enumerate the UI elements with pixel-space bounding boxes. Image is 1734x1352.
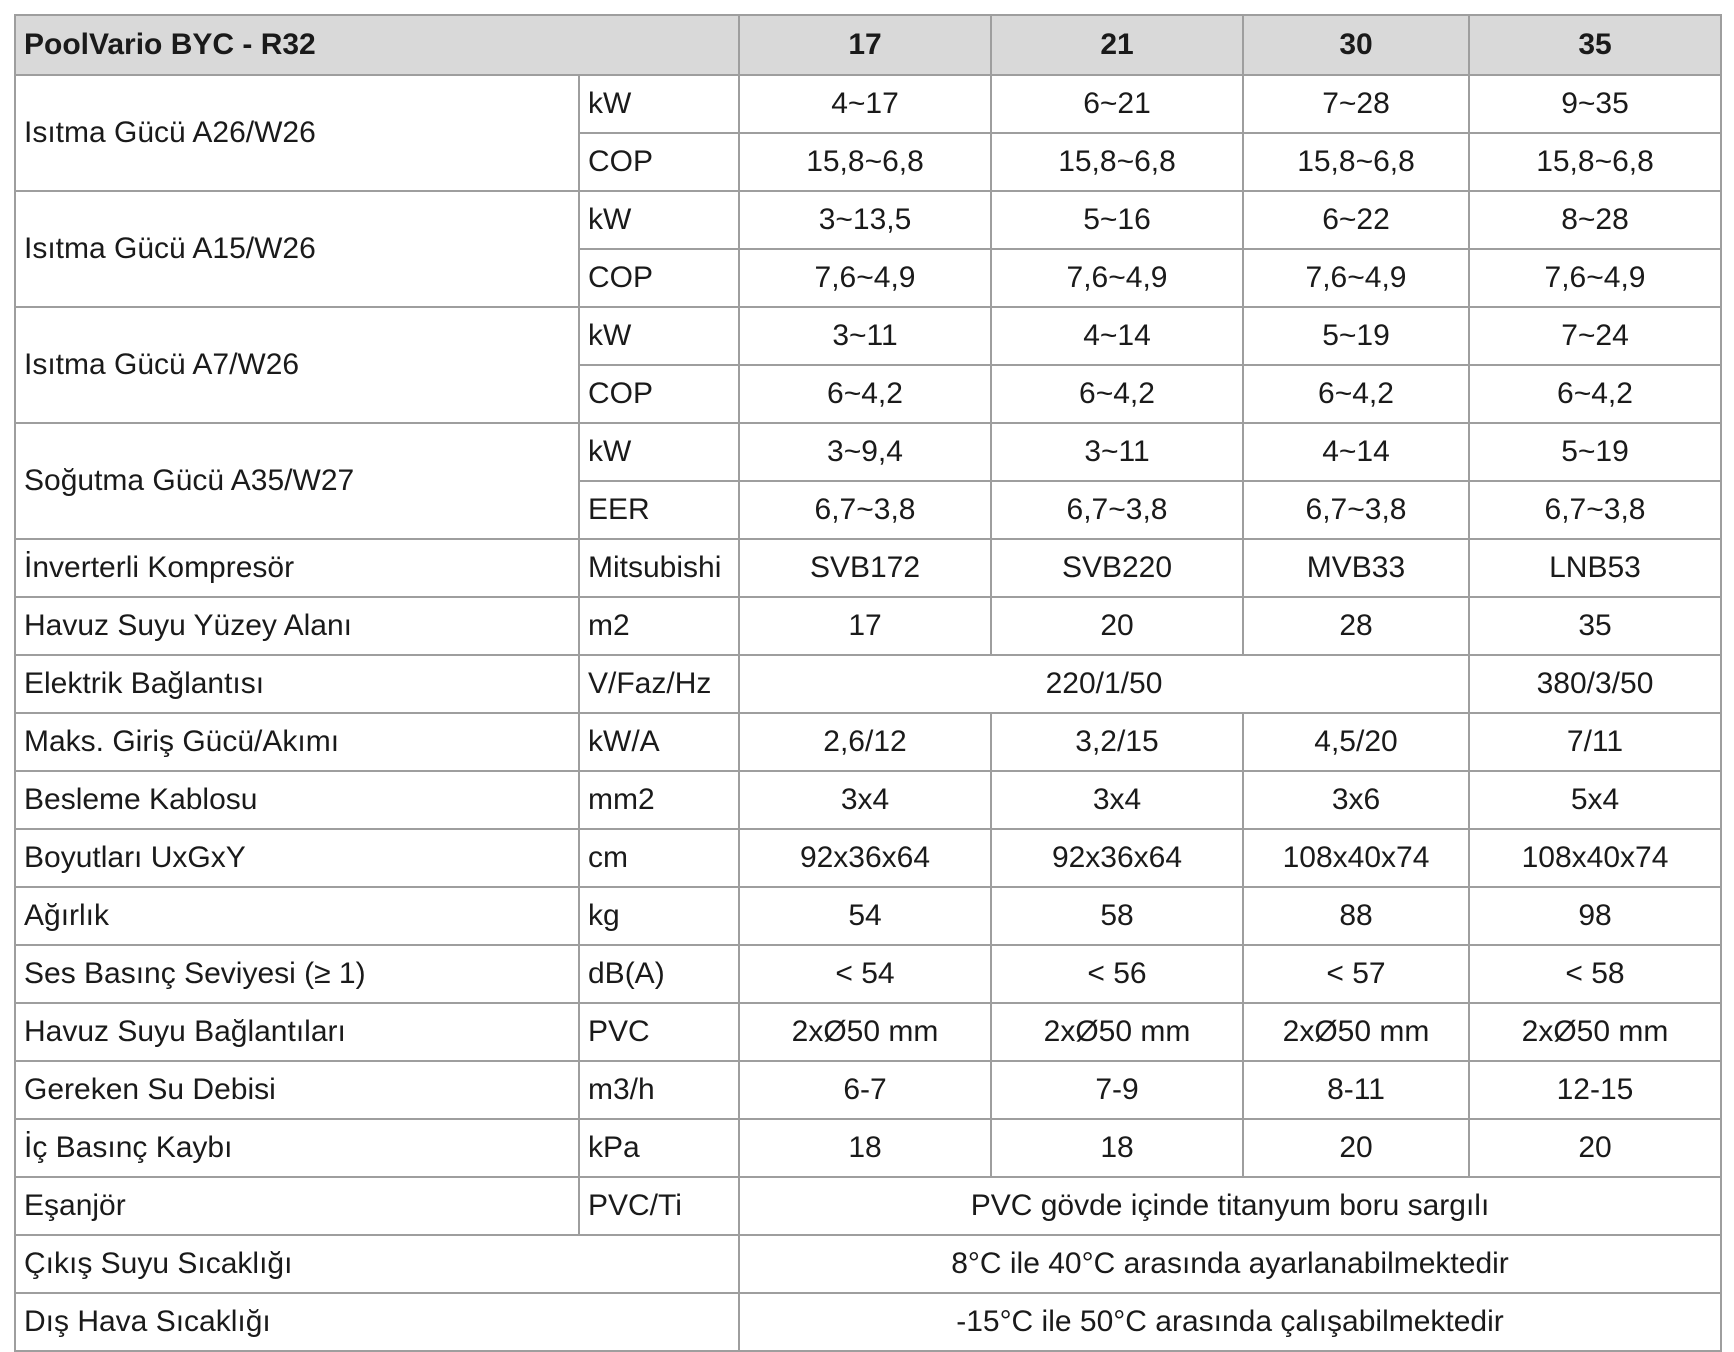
table-row (15, 1119, 1721, 1177)
unit-cell: EER (579, 481, 739, 539)
table-row (15, 713, 1721, 771)
value-cell: 92x36x64 (739, 829, 991, 887)
value-cell: 2,6/12 (739, 713, 991, 771)
value-cell: 6~4,2 (1243, 365, 1469, 423)
value-cell: 7,6~4,9 (1243, 249, 1469, 307)
unit-cell: kW (579, 307, 739, 365)
unit-cell: m2 (579, 597, 739, 655)
table-row (15, 307, 1721, 365)
value-cell: 6,7~3,8 (739, 481, 991, 539)
value-cell: 17 (739, 597, 991, 655)
spec-table (14, 14, 1722, 1352)
value-cell: SVB172 (739, 539, 991, 597)
unit-cell: kW (579, 75, 739, 133)
value-cell: 20 (1469, 1119, 1721, 1177)
value-cell: 7-9 (991, 1061, 1243, 1119)
value-cell: 20 (991, 597, 1243, 655)
model-header: 30 (1243, 15, 1469, 75)
unit-cell: mm2 (579, 771, 739, 829)
row-label: Elektrik Bağlantısı (15, 655, 579, 713)
value-cell: 6~4,2 (991, 365, 1243, 423)
table-row (15, 655, 1721, 713)
table-row (15, 1235, 1721, 1293)
table-row (15, 771, 1721, 829)
value-cell: < 57 (1243, 945, 1469, 1003)
value-cell: 3~11 (739, 307, 991, 365)
header-row (15, 15, 1721, 75)
table-row (15, 191, 1721, 249)
value-cell: 7,6~4,9 (991, 249, 1243, 307)
value-cell: 12-15 (1469, 1061, 1721, 1119)
table-row (15, 75, 1721, 133)
model-header: 17 (739, 15, 991, 75)
merged-value-cell: 8°C ile 40°C arasında ayarlanabilmektedir (739, 1235, 1721, 1293)
unit-cell: PVC (579, 1003, 739, 1061)
value-cell: 2xØ50 mm (739, 1003, 991, 1061)
value-cell: 58 (991, 887, 1243, 945)
value-cell: SVB220 (991, 539, 1243, 597)
value-cell: < 54 (739, 945, 991, 1003)
value-cell: 35 (1469, 597, 1721, 655)
row-label: Maks. Giriş Gücü/Akımı (15, 713, 579, 771)
value-cell: 3~9,4 (739, 423, 991, 481)
row-label: Ses Basınç Seviyesi (≥ 1) (15, 945, 579, 1003)
value-cell: 6,7~3,8 (1469, 481, 1721, 539)
unit-cell: COP (579, 365, 739, 423)
unit-cell: m3/h (579, 1061, 739, 1119)
value-cell: 6,7~3,8 (991, 481, 1243, 539)
model-header: 21 (991, 15, 1243, 75)
value-cell: MVB33 (1243, 539, 1469, 597)
row-label: Gereken Su Debisi (15, 1061, 579, 1119)
value-cell: 7,6~4,9 (1469, 249, 1721, 307)
row-label: İç Basınç Kaybı (15, 1119, 579, 1177)
unit-cell: COP (579, 133, 739, 191)
row-label: Dış Hava Sıcaklığı (15, 1293, 739, 1351)
value-cell: 7,6~4,9 (739, 249, 991, 307)
table-row (15, 1177, 1721, 1235)
value-cell: 28 (1243, 597, 1469, 655)
row-label: Çıkış Suyu Sıcaklığı (15, 1235, 739, 1293)
value-cell: 92x36x64 (991, 829, 1243, 887)
value-cell: 15,8~6,8 (1243, 133, 1469, 191)
unit-cell: cm (579, 829, 739, 887)
table-row (15, 539, 1721, 597)
value-cell: 4~14 (991, 307, 1243, 365)
value-cell: 18 (739, 1119, 991, 1177)
row-label: Isıtma Gücü A26/W26 (15, 75, 579, 191)
value-cell: 4~17 (739, 75, 991, 133)
value-cell: < 56 (991, 945, 1243, 1003)
value-cell: 88 (1243, 887, 1469, 945)
value-cell: 6,7~3,8 (1243, 481, 1469, 539)
value-cell: 4,5/20 (1243, 713, 1469, 771)
value-cell: 6~4,2 (739, 365, 991, 423)
row-label: Havuz Suyu Bağlantıları (15, 1003, 579, 1061)
value-cell: 3,2/15 (991, 713, 1243, 771)
value-cell: 7~24 (1469, 307, 1721, 365)
row-label: Boyutları UxGxY (15, 829, 579, 887)
merged-value-cell: -15°C ile 50°C arasında çalışabilmektedir (739, 1293, 1721, 1351)
table-row (15, 423, 1721, 481)
unit-cell: kW/A (579, 713, 739, 771)
value-cell: 15,8~6,8 (739, 133, 991, 191)
value-cell: 108x40x74 (1469, 829, 1721, 887)
table-row (15, 1293, 1721, 1351)
value-cell: 5~19 (1469, 423, 1721, 481)
unit-cell: dB(A) (579, 945, 739, 1003)
unit-cell: kg (579, 887, 739, 945)
value-cell: LNB53 (1469, 539, 1721, 597)
value-cell: 4~14 (1243, 423, 1469, 481)
model-header: 35 (1469, 15, 1721, 75)
value-cell: 2xØ50 mm (1469, 1003, 1721, 1061)
value-cell: 2xØ50 mm (991, 1003, 1243, 1061)
value-cell: 2xØ50 mm (1243, 1003, 1469, 1061)
value-cell: 3x6 (1243, 771, 1469, 829)
value-cell: 5~19 (1243, 307, 1469, 365)
row-label: Isıtma Gücü A15/W26 (15, 191, 579, 307)
value-cell: 98 (1469, 887, 1721, 945)
table-header (15, 15, 1721, 75)
table-row (15, 1003, 1721, 1061)
table-row (15, 829, 1721, 887)
value-cell: 15,8~6,8 (991, 133, 1243, 191)
value-cell: 7~28 (1243, 75, 1469, 133)
table-row (15, 887, 1721, 945)
value-cell: 20 (1243, 1119, 1469, 1177)
value-cell: 3~11 (991, 423, 1243, 481)
value-cell: 7/11 (1469, 713, 1721, 771)
value-cell: 8-11 (1243, 1061, 1469, 1119)
value-cell: 6~4,2 (1469, 365, 1721, 423)
product-title: PoolVario BYC - R32 (15, 15, 739, 75)
value-cell: 54 (739, 887, 991, 945)
value-cell: 3~13,5 (739, 191, 991, 249)
table-body (15, 75, 1721, 1351)
value-cell: 380/3/50 (1469, 655, 1721, 713)
table-row (15, 945, 1721, 1003)
table-row (15, 597, 1721, 655)
value-cell: 15,8~6,8 (1469, 133, 1721, 191)
unit-cell: V/Faz/Hz (579, 655, 739, 713)
value-cell: 5~16 (991, 191, 1243, 249)
unit-cell: kW (579, 423, 739, 481)
merged-value-cell: 220/1/50 (739, 655, 1469, 713)
value-cell: < 58 (1469, 945, 1721, 1003)
merged-value-cell: PVC gövde içinde titanyum boru sargılı (739, 1177, 1721, 1235)
value-cell: 3x4 (991, 771, 1243, 829)
unit-cell: kPa (579, 1119, 739, 1177)
value-cell: 5x4 (1469, 771, 1721, 829)
row-label: Isıtma Gücü A7/W26 (15, 307, 579, 423)
value-cell: 18 (991, 1119, 1243, 1177)
value-cell: 3x4 (739, 771, 991, 829)
value-cell: 9~35 (1469, 75, 1721, 133)
value-cell: 6-7 (739, 1061, 991, 1119)
row-label: Eşanjör (15, 1177, 579, 1235)
value-cell: 8~28 (1469, 191, 1721, 249)
value-cell: 108x40x74 (1243, 829, 1469, 887)
row-label: Soğutma Gücü A35/W27 (15, 423, 579, 539)
table-row (15, 1061, 1721, 1119)
row-label: İnverterli Kompresör (15, 539, 579, 597)
unit-cell: COP (579, 249, 739, 307)
value-cell: 6~22 (1243, 191, 1469, 249)
unit-cell: Mitsubishi (579, 539, 739, 597)
row-label: Besleme Kablosu (15, 771, 579, 829)
value-cell: 6~21 (991, 75, 1243, 133)
unit-cell: PVC/Ti (579, 1177, 739, 1235)
unit-cell: kW (579, 191, 739, 249)
row-label: Havuz Suyu Yüzey Alanı (15, 597, 579, 655)
row-label: Ağırlık (15, 887, 579, 945)
